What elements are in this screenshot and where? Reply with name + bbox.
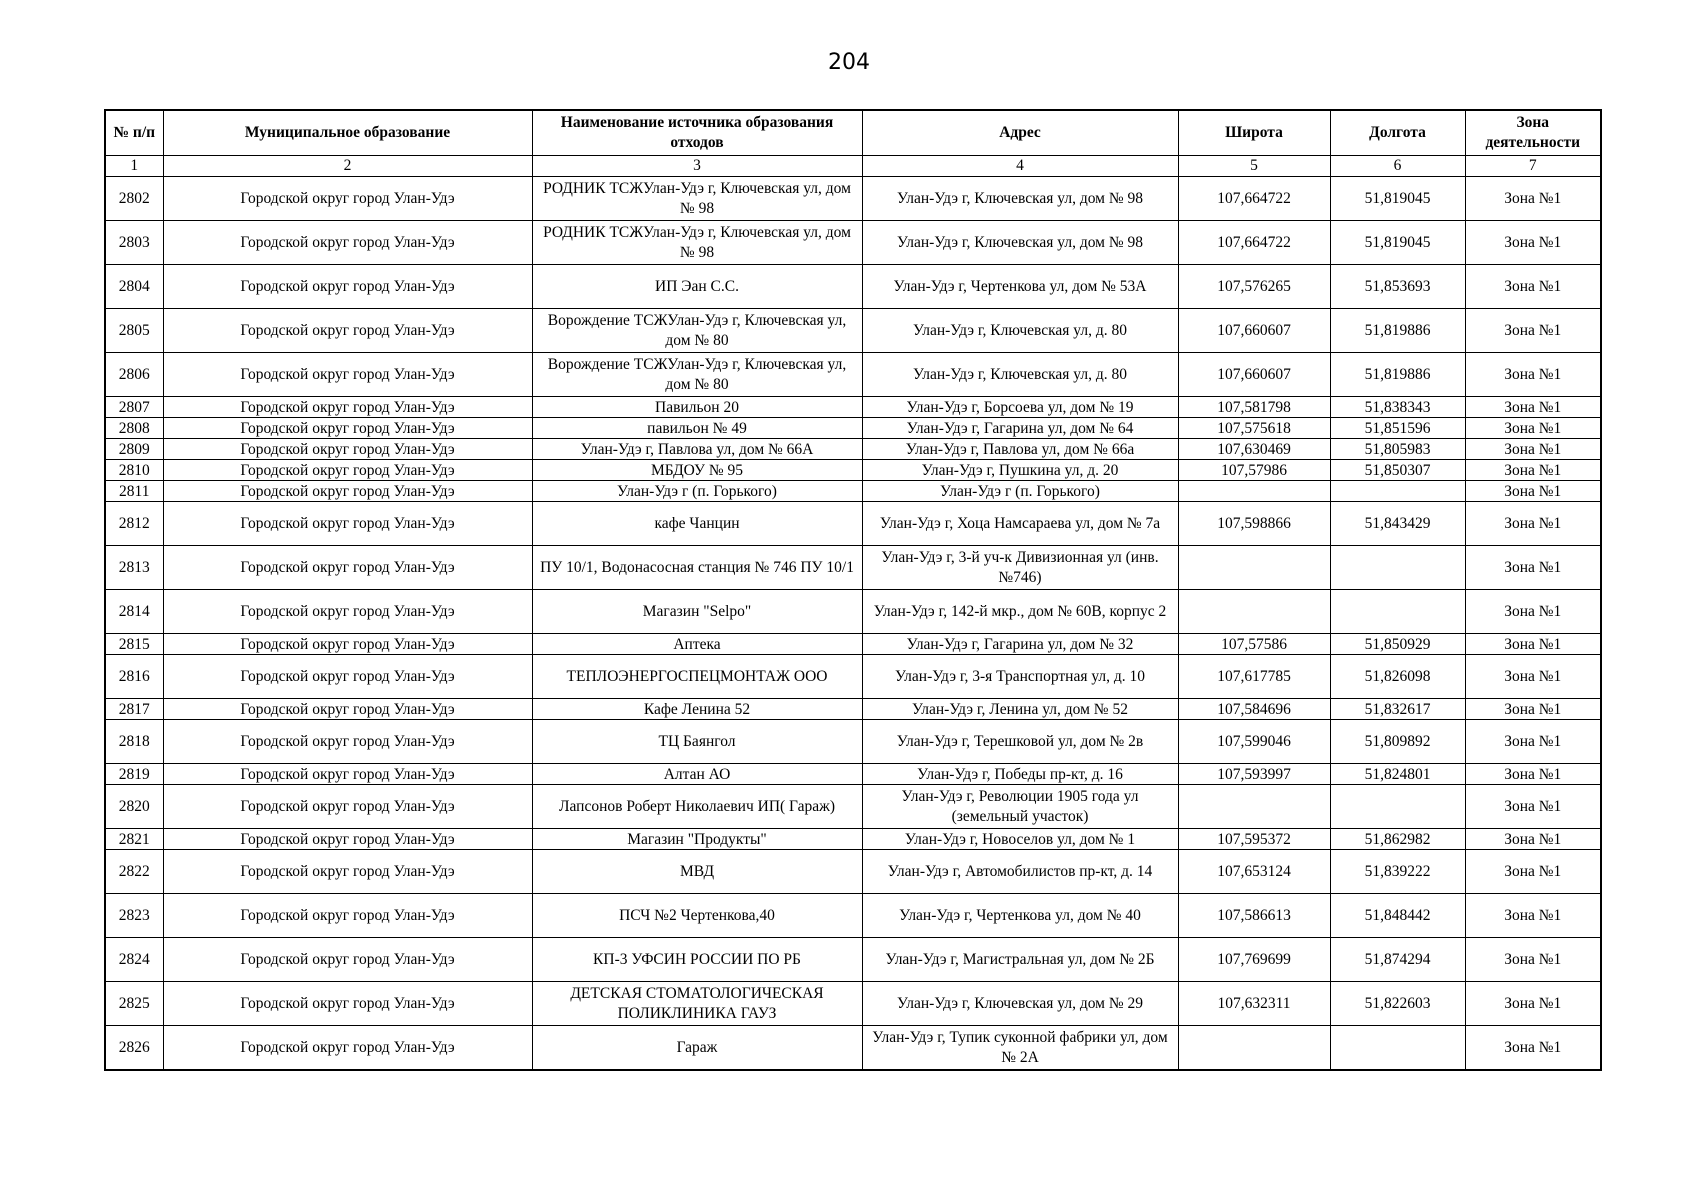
cell-latitude: 107,593997 [1178,764,1330,785]
cell-longitude: 51,848442 [1330,894,1465,938]
cell-number: 2824 [105,938,163,982]
cell-municipality: Городской округ город Улан-Удэ [163,502,532,546]
cell-longitude [1330,546,1465,590]
cell-source: КП-3 УФСИН РОССИИ ПО РБ [532,938,862,982]
cell-address: Улан-Удэ г, Терешковой ул, дом № 2в [862,720,1178,764]
table-row [105,309,1601,353]
cell-longitude: 51,862982 [1330,829,1465,850]
column-header-longitude: Долгота [1330,110,1465,156]
cell-address: Улан-Удэ г, Пушкина ул, д. 20 [862,460,1178,481]
cell-number: 2813 [105,546,163,590]
cell-longitude: 51,819886 [1330,309,1465,353]
cell-number: 2823 [105,894,163,938]
cell-zone: Зона №1 [1465,502,1601,546]
cell-municipality: Городской округ город Улан-Удэ [163,418,532,439]
cell-number: 2814 [105,590,163,634]
cell-municipality: Городской округ город Улан-Удэ [163,982,532,1026]
cell-latitude: 107,660607 [1178,353,1330,397]
cell-zone: Зона №1 [1465,439,1601,460]
cell-address: Улан-Удэ г, Тупик суконной фабрики ул, дом № 2А [862,1026,1178,1071]
cell-municipality: Городской округ город Улан-Удэ [163,829,532,850]
cell-address: Улан-Удэ г, Хоца Намсараева ул, дом № 7а [862,502,1178,546]
cell-latitude: 107,617785 [1178,655,1330,699]
cell-longitude: 51,832617 [1330,699,1465,720]
cell-longitude: 51,843429 [1330,502,1465,546]
cell-latitude: 107,769699 [1178,938,1330,982]
cell-municipality: Городской округ город Улан-Удэ [163,720,532,764]
cell-source: Аптека [532,634,862,655]
cell-source: ТЦ Баянгол [532,720,862,764]
cell-zone: Зона №1 [1465,699,1601,720]
cell-address: Улан-Удэ г, Новоселов ул, дом № 1 [862,829,1178,850]
cell-number: 2815 [105,634,163,655]
cell-municipality: Городской округ город Улан-Удэ [163,481,532,502]
cell-municipality: Городской округ город Улан-Удэ [163,894,532,938]
cell-zone: Зона №1 [1465,265,1601,309]
cell-number: 2819 [105,764,163,785]
cell-municipality: Городской округ город Улан-Удэ [163,439,532,460]
cell-source: Гараж [532,1026,862,1071]
cell-zone: Зона №1 [1465,221,1601,265]
cell-address: Улан-Удэ г, Павлова ул, дом № 66а [862,439,1178,460]
cell-source: ИП Эан С.С. [532,265,862,309]
cell-longitude: 51,839222 [1330,850,1465,894]
table-row [105,829,1601,850]
cell-longitude: 51,850307 [1330,460,1465,481]
column-header-address: Адрес [862,110,1178,156]
cell-zone: Зона №1 [1465,353,1601,397]
cell-zone: Зона №1 [1465,894,1601,938]
cell-address: Улан-Удэ г, Автомобилистов пр-кт, д. 14 [862,850,1178,894]
cell-municipality: Городской округ город Улан-Удэ [163,699,532,720]
cell-number: 2804 [105,265,163,309]
cell-latitude: 107,595372 [1178,829,1330,850]
cell-municipality: Городской округ город Улан-Удэ [163,221,532,265]
cell-source: Магазин "Selpo" [532,590,862,634]
cell-longitude: 51,850929 [1330,634,1465,655]
cell-source: Улан-Удэ г, Павлова ул, дом № 66А [532,439,862,460]
table-row [105,720,1601,764]
cell-number: 2808 [105,418,163,439]
column-header-source: Наименование источника образования отходов [532,110,862,156]
table-row [105,177,1601,221]
cell-number: 2805 [105,309,163,353]
table-row [105,850,1601,894]
cell-source: Ворождение ТСЖУлан-Удэ г, Ключевская ул, дом № 80 [532,309,862,353]
table-row [105,397,1601,418]
cell-latitude [1178,785,1330,829]
cell-zone: Зона №1 [1465,546,1601,590]
cell-number: 2810 [105,460,163,481]
table-row [105,481,1601,502]
cell-latitude: 107,575618 [1178,418,1330,439]
table-row [105,699,1601,720]
cell-source: РОДНИК ТСЖУлан-Удэ г, Ключевская ул, дом № 98 [532,221,862,265]
cell-latitude: 107,581798 [1178,397,1330,418]
cell-zone: Зона №1 [1465,850,1601,894]
cell-longitude: 51,851596 [1330,418,1465,439]
table-row [105,655,1601,699]
cell-source: ДЕТСКАЯ СТОМАТОЛОГИЧЕСКАЯ ПОЛИКЛИНИКА ГАУЗ [532,982,862,1026]
cell-latitude: 107,599046 [1178,720,1330,764]
cell-longitude: 51,819886 [1330,353,1465,397]
cell-zone: Зона №1 [1465,418,1601,439]
cell-source: павильон № 49 [532,418,862,439]
cell-address: Улан-Удэ г, 3-я Транспортная ул, д. 10 [862,655,1178,699]
cell-zone: Зона №1 [1465,764,1601,785]
cell-address: Улан-Удэ г, 142-й мкр., дом № 60В, корпус 2 [862,590,1178,634]
cell-latitude: 107,653124 [1178,850,1330,894]
cell-number: 2811 [105,481,163,502]
cell-zone: Зона №1 [1465,720,1601,764]
cell-zone: Зона №1 [1465,177,1601,221]
column-number: 3 [532,156,862,177]
cell-number: 2825 [105,982,163,1026]
table-row [105,221,1601,265]
cell-source: ТЕПЛОЭНЕРГОСПЕЦМОНТАЖ ООО [532,655,862,699]
cell-longitude [1330,481,1465,502]
cell-address: Улан-Удэ г, Ключевская ул, дом № 29 [862,982,1178,1026]
cell-latitude: 107,660607 [1178,309,1330,353]
cell-zone: Зона №1 [1465,938,1601,982]
table-row [105,1026,1601,1071]
cell-number: 2818 [105,720,163,764]
column-header-latitude: Широта [1178,110,1330,156]
column-number: 7 [1465,156,1601,177]
cell-municipality: Городской округ город Улан-Удэ [163,265,532,309]
cell-latitude: 107,57986 [1178,460,1330,481]
cell-source: Павильон 20 [532,397,862,418]
cell-number: 2826 [105,1026,163,1071]
cell-source: Алтан АО [532,764,862,785]
cell-zone: Зона №1 [1465,481,1601,502]
cell-municipality: Городской округ город Улан-Удэ [163,177,532,221]
cell-municipality: Городской округ город Улан-Удэ [163,1026,532,1071]
column-header-zone: Зона деятельности [1465,110,1601,156]
table-row [105,634,1601,655]
cell-number: 2817 [105,699,163,720]
cell-longitude: 51,874294 [1330,938,1465,982]
table-row [105,439,1601,460]
cell-municipality: Городской округ город Улан-Удэ [163,353,532,397]
cell-zone: Зона №1 [1465,634,1601,655]
table-row [105,764,1601,785]
cell-address: Улан-Удэ г, Ключевская ул, дом № 98 [862,221,1178,265]
cell-source: Лапсонов Роберт Николаевич ИП( Гараж) [532,785,862,829]
table-row [105,938,1601,982]
cell-address: Улан-Удэ г, Ключевская ул, д. 80 [862,309,1178,353]
cell-latitude [1178,546,1330,590]
column-header-number: № п/п [105,110,163,156]
cell-source: МВД [532,850,862,894]
cell-number: 2821 [105,829,163,850]
cell-longitude: 51,826098 [1330,655,1465,699]
table-row [105,418,1601,439]
cell-zone: Зона №1 [1465,1026,1601,1071]
cell-longitude: 51,853693 [1330,265,1465,309]
cell-address: Улан-Удэ г, Чертенкова ул, дом № 40 [862,894,1178,938]
cell-latitude: 107,630469 [1178,439,1330,460]
cell-address: Улан-Удэ г (п. Горького) [862,481,1178,502]
cell-zone: Зона №1 [1465,982,1601,1026]
cell-number: 2807 [105,397,163,418]
cell-longitude [1330,785,1465,829]
page-number: 204 [828,50,870,75]
cell-municipality: Городской округ город Улан-Удэ [163,590,532,634]
cell-longitude [1330,1026,1465,1071]
cell-source: Магазин "Продукты" [532,829,862,850]
cell-municipality: Городской округ город Улан-Удэ [163,785,532,829]
cell-number: 2803 [105,221,163,265]
cell-address: Улан-Удэ г, Ключевская ул, д. 80 [862,353,1178,397]
cell-source: Кафе Ленина 52 [532,699,862,720]
cell-address: Улан-Удэ г, Чертенкова ул, дом № 53А [862,265,1178,309]
cell-municipality: Городской округ город Улан-Удэ [163,655,532,699]
cell-municipality: Городской округ город Улан-Удэ [163,850,532,894]
cell-zone: Зона №1 [1465,590,1601,634]
cell-address: Улан-Удэ г, 3-й уч-к Дивизионная ул (инв. №746) [862,546,1178,590]
cell-source: кафе Чанцин [532,502,862,546]
column-number: 2 [163,156,532,177]
cell-source: Ворождение ТСЖУлан-Удэ г, Ключевская ул, дом № 80 [532,353,862,397]
cell-municipality: Городской округ город Улан-Удэ [163,546,532,590]
cell-longitude: 51,822603 [1330,982,1465,1026]
table-row [105,785,1601,829]
cell-number: 2809 [105,439,163,460]
cell-municipality: Городской округ город Улан-Удэ [163,634,532,655]
cell-source: РОДНИК ТСЖУлан-Удэ г, Ключевская ул, дом № 98 [532,177,862,221]
table-row [105,590,1601,634]
cell-number: 2820 [105,785,163,829]
table-row [105,982,1601,1026]
column-number-row [105,156,1601,177]
cell-municipality: Городской округ город Улан-Удэ [163,397,532,418]
cell-zone: Зона №1 [1465,309,1601,353]
cell-municipality: Городской округ город Улан-Удэ [163,764,532,785]
cell-latitude [1178,481,1330,502]
cell-longitude [1330,590,1465,634]
cell-number: 2806 [105,353,163,397]
cell-source: ПУ 10/1, Водонасосная станция № 746 ПУ 10/1 [532,546,862,590]
column-number: 4 [862,156,1178,177]
cell-source: МБДОУ № 95 [532,460,862,481]
cell-longitude: 51,838343 [1330,397,1465,418]
cell-address: Улан-Удэ г, Ленина ул, дом № 52 [862,699,1178,720]
table-row [105,265,1601,309]
table-row [105,353,1601,397]
cell-address: Улан-Удэ г, Гагарина ул, дом № 32 [862,634,1178,655]
cell-latitude: 107,664722 [1178,221,1330,265]
cell-number: 2802 [105,177,163,221]
cell-zone: Зона №1 [1465,460,1601,481]
column-number: 1 [105,156,163,177]
cell-latitude: 107,576265 [1178,265,1330,309]
cell-longitude: 51,819045 [1330,221,1465,265]
cell-zone: Зона №1 [1465,655,1601,699]
cell-longitude: 51,819045 [1330,177,1465,221]
cell-longitude: 51,824801 [1330,764,1465,785]
cell-municipality: Городской округ город Улан-Удэ [163,938,532,982]
cell-number: 2812 [105,502,163,546]
table-row [105,546,1601,590]
table-row [105,502,1601,546]
cell-municipality: Городской округ город Улан-Удэ [163,309,532,353]
cell-municipality: Городской округ город Улан-Удэ [163,460,532,481]
cell-latitude: 107,632311 [1178,982,1330,1026]
cell-latitude: 107,598866 [1178,502,1330,546]
cell-zone: Зона №1 [1465,785,1601,829]
cell-address: Улан-Удэ г, Победы пр-кт, д. 16 [862,764,1178,785]
column-header-municipality: Муниципальное образование [163,110,532,156]
cell-address: Улан-Удэ г, Гагарина ул, дом № 64 [862,418,1178,439]
cell-source: Улан-Удэ г (п. Горького) [532,481,862,502]
table-body [105,177,1601,1071]
cell-latitude: 107,586613 [1178,894,1330,938]
column-number: 6 [1330,156,1465,177]
cell-zone: Зона №1 [1465,829,1601,850]
cell-longitude: 51,809892 [1330,720,1465,764]
cell-address: Улан-Удэ г, Ключевская ул, дом № 98 [862,177,1178,221]
cell-longitude: 51,805983 [1330,439,1465,460]
cell-latitude: 107,664722 [1178,177,1330,221]
cell-latitude: 107,57586 [1178,634,1330,655]
waste-sources-table [104,109,1602,1071]
cell-latitude: 107,584696 [1178,699,1330,720]
cell-number: 2822 [105,850,163,894]
cell-address: Улан-Удэ г, Борсоева ул, дом № 19 [862,397,1178,418]
cell-latitude [1178,590,1330,634]
table-row [105,460,1601,481]
cell-source: ПСЧ №2 Чертенкова,40 [532,894,862,938]
cell-address: Улан-Удэ г, Революции 1905 года ул (земельный участок) [862,785,1178,829]
header-row [105,110,1601,156]
column-number: 5 [1178,156,1330,177]
table-row [105,894,1601,938]
cell-number: 2816 [105,655,163,699]
cell-address: Улан-Удэ г, Магистральная ул, дом № 2Б [862,938,1178,982]
cell-latitude [1178,1026,1330,1071]
cell-zone: Зона №1 [1465,397,1601,418]
